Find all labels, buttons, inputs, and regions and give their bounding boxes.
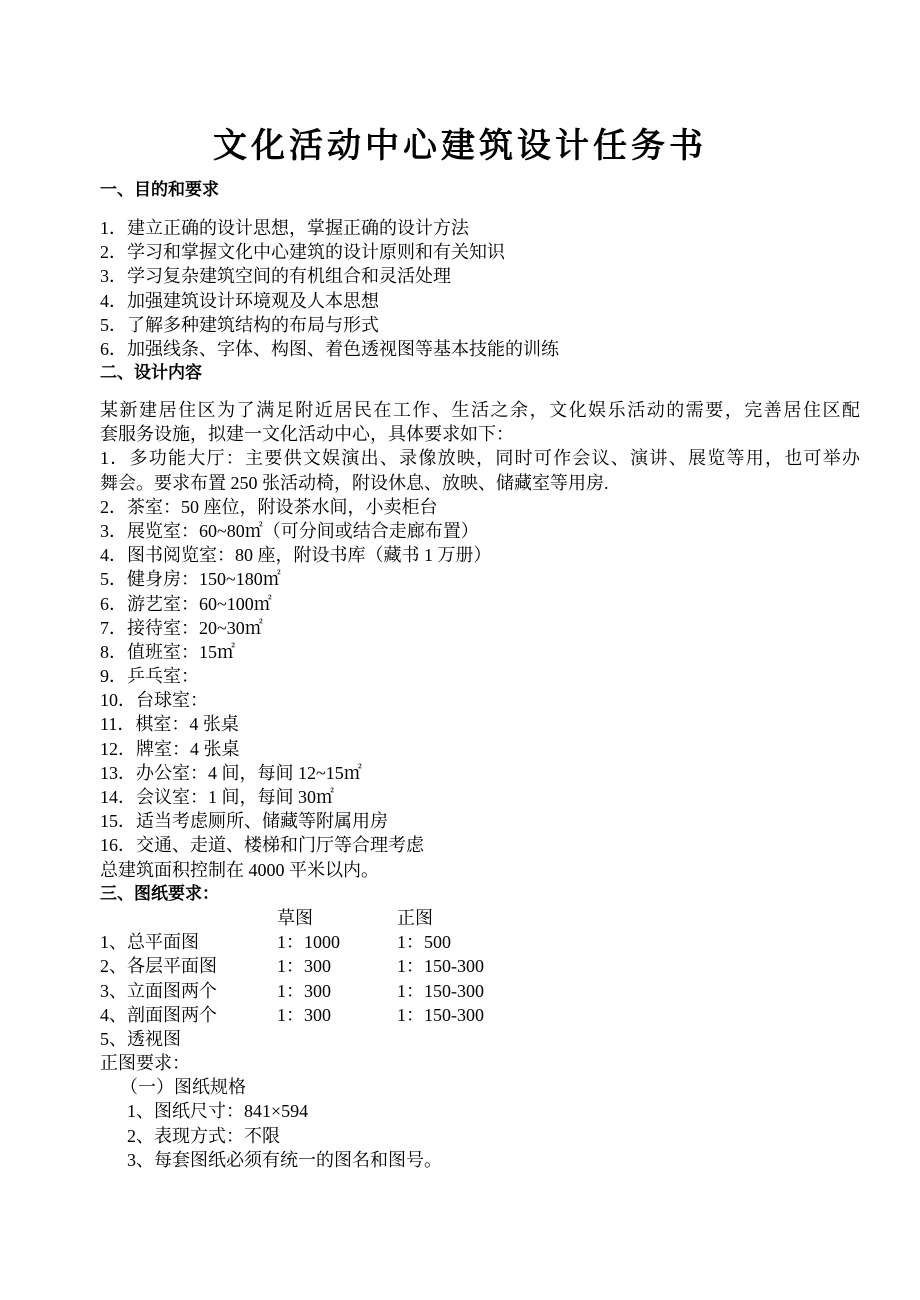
intro-line: 某新建居住区为了满足附近居民在工作、生活之余，文化娱乐活动的需要，完善居住区配 xyxy=(100,400,860,420)
table-cell: 1：300 xyxy=(277,980,331,1001)
table-cell: 1：300 xyxy=(277,956,331,977)
section-heading: 二、设计内容 xyxy=(100,363,202,383)
list-item: 16．交通、走道、楼梯和门厅等合理考虑 xyxy=(100,835,424,856)
list-item: 1．建立正确的设计思想，掌握正确的设计方法 xyxy=(100,218,469,238)
table-cell: 1：150-300 xyxy=(397,980,484,1001)
drawing-table-header xyxy=(100,906,860,930)
list-item: 2．学习和掌握文化中心建筑的设计原则和有关知识 xyxy=(100,242,505,263)
table-cell: 3、立面图两个 xyxy=(100,980,217,1001)
section-goals xyxy=(100,178,860,202)
intro-line: 套服务设施，拟建一文化活动中心，具体要求如下： xyxy=(100,424,514,445)
table-cell: 1：500 xyxy=(397,932,451,953)
list-item: 6．游艺室：60~100㎡ xyxy=(100,593,272,614)
sub-heading: （一）图纸规格 xyxy=(120,1077,246,1098)
list-item: 15．适当考虑厕所、储藏等附属用房 xyxy=(100,811,388,832)
list-item: 6．加强线条、字体、构图、着色透视图等基本技能的训练 xyxy=(100,338,559,359)
list-item: 14．会议室：1 间，每间 30㎡ xyxy=(100,787,334,807)
table-cell: 4、剖面图两个 xyxy=(100,1004,217,1025)
list-item: 舞会。要求布置 250 张活动椅，附设休息、放映、储藏室等用房. xyxy=(100,472,609,493)
table-row xyxy=(100,930,860,954)
table-row xyxy=(100,979,860,1003)
table-cell: 1：150-300 xyxy=(397,956,484,977)
table-cell: 1：150-300 xyxy=(397,1004,484,1025)
list-item: 1．多功能大厅：主要供文娱演出、录像放映，同时可作会议、演讲、展览等用，也可举办 xyxy=(100,448,860,469)
list-item: 5．健身房：150~180㎡ xyxy=(100,569,281,590)
table-header: 草图 xyxy=(277,907,313,928)
table-row xyxy=(100,1003,860,1027)
list-item: 3．展览室：60~80㎡（可分间或结合走廊布置） xyxy=(100,520,479,541)
list-item: 8．值班室：15㎡ xyxy=(100,641,235,662)
table-row xyxy=(100,1027,860,1051)
table-header: 正图 xyxy=(397,907,433,928)
list-item: 10．台球室： xyxy=(100,690,208,711)
section-heading: 三、图纸要求： xyxy=(100,883,219,903)
table-cell xyxy=(277,1027,397,1051)
section-heading: 一、目的和要求 xyxy=(100,180,219,199)
list-item: 1、图纸尺寸：841×594 xyxy=(127,1101,309,1122)
list-item: 13．办公室：4 间，每间 12~15㎡ xyxy=(100,762,362,783)
list-item: 3．学习复杂建筑空间的有机组合和灵活处理 xyxy=(100,266,451,287)
list-item: 4．加强建筑设计环境观及人本思想 xyxy=(100,290,379,311)
table-cell: 1、总平面图 xyxy=(100,932,199,953)
list-item: 12．牌室：4 张桌 xyxy=(100,738,240,759)
list-item: 4．图书阅览室：80 座，附设书库（藏书 1 万册） xyxy=(100,545,492,566)
requirements-heading: 正图要求： xyxy=(100,1053,190,1074)
total-area-note: 总建筑面积控制在 4000 平米以内。 xyxy=(100,859,379,880)
table-cell: 1：1000 xyxy=(277,932,340,953)
table-cell: 2、各层平面图 xyxy=(100,956,217,977)
table-cell: 5、透视图 xyxy=(100,1028,181,1049)
list-item: 5．了解多种建筑结构的布局与形式 xyxy=(100,314,379,335)
section-content xyxy=(100,398,860,1172)
list-item: 3、每套图纸必须有统一的图名和图号。 xyxy=(127,1149,442,1170)
list-item: 2、表现方式：不限 xyxy=(127,1125,280,1146)
list-item: 2．茶室：50 座位，附设茶水间，小卖柜台 xyxy=(100,496,438,517)
table-header xyxy=(100,906,277,930)
table-cell: 1：300 xyxy=(277,1004,331,1025)
document-title: 文化活动中心建筑设计任务书 xyxy=(213,128,707,165)
goals-list xyxy=(100,216,860,385)
list-item: 11．棋室：4 张桌 xyxy=(100,714,239,735)
list-item: 9．乒乓室： xyxy=(100,666,199,687)
table-row xyxy=(100,954,860,978)
list-item: 7．接待室：20~30㎡ xyxy=(100,617,263,638)
